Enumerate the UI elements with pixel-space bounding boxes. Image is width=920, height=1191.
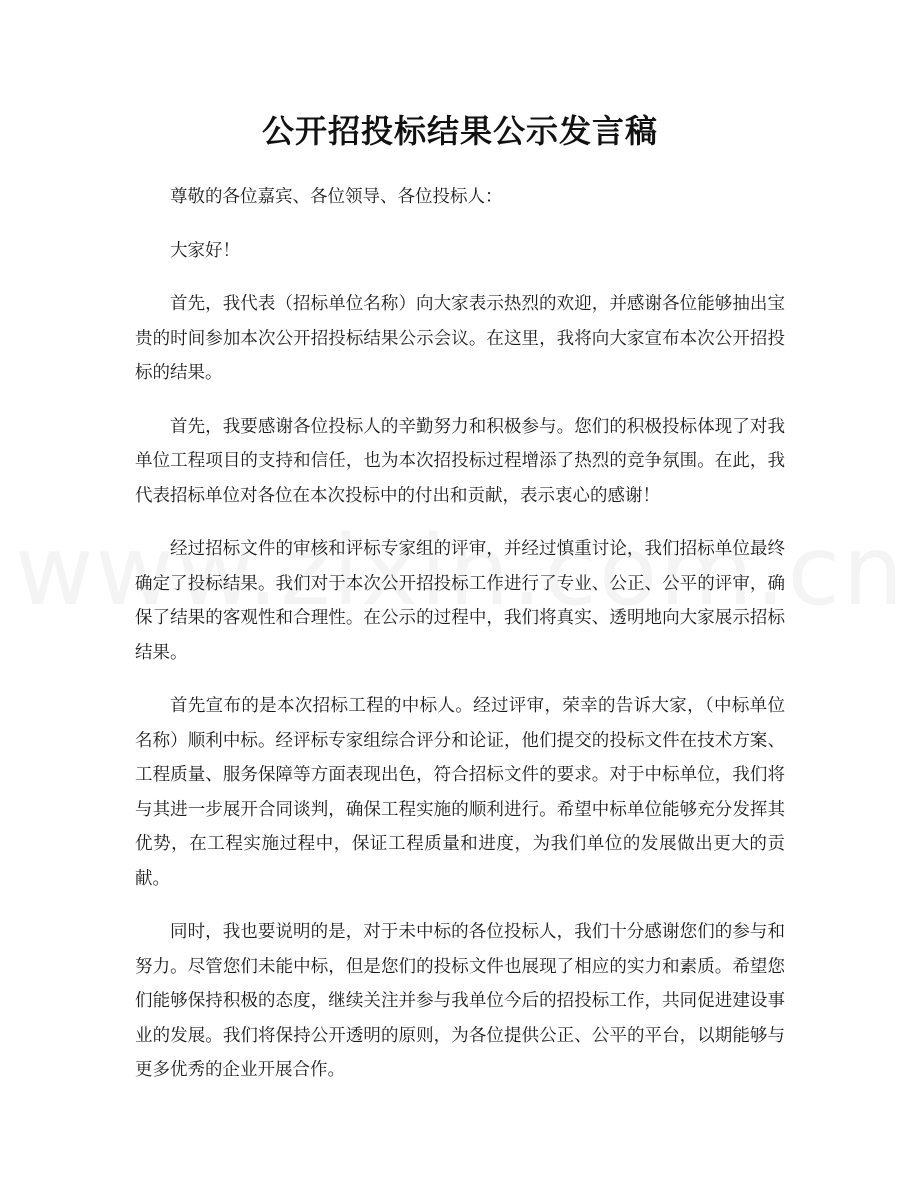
paragraph: 首先宣布的是本次招标工程的中标人。经过评审，荣幸的告诉大家，（中标单位名称）顺利中标。经评标专家组综合评分和论证，他们提交的投标文件在技术方案、工程质量、服务保障等方面表现出色，符合招标文件的要求。对于中标单位，我们将与其进一步展开合同谈判，确保工程实施的顺利进行。希望中标单位能够充分发挥其优势，在工程实施过程中，保证工程质量和进度，为我们单位的发展做出更大的贡献。 bbox=[135, 696, 785, 889]
paragraph: 经过招标文件的审核和评标专家组的评审，并经过慎重讨论，我们招标单位最终确定了投标结果。我们对于本次公开招投标工作进行了专业、公正、公平的评审，确保了结果的客观性和合理性。在公示的过程中，我们将真实、透明地向大家展示招标结果。 bbox=[135, 539, 785, 663]
paragraph-salutation: 尊敬的各位嘉宾、各位领导、各位投标人： bbox=[170, 187, 503, 207]
paragraph: 同时，我也要说明的是，对于未中标的各位投标人，我们十分感谢您们的参与和努力。尽管您们未能中标，但是您们的投标文件也展现了相应的实力和素质。希望您们能够保持积极的态度，继续关注并参与我单位今后的招投标工作，共同促进建设事业的发展。我们将保持公开透明的原则，为各位提供公正、公平的平台，以期能够与更多优秀的企业开展合作。 bbox=[135, 922, 785, 1080]
document-title: 公开招投标结果公示发言稿 bbox=[261, 112, 658, 150]
paragraph: 首先，我代表（招标单位名称）向大家表示热烈的欢迎，并感谢各位能够抽出宝贵的时间参加本次公开招投标结果公示会议。在这里，我将向大家宣布本次公开招投标的结果。 bbox=[135, 294, 785, 383]
document-body bbox=[135, 180, 785, 1107]
paragraph: 首先，我要感谢各位投标人的辛勤努力和积极参与。您们的积极投标体现了对我单位工程项目的支持和信任，也为本次招投标过程增添了热烈的竞争氛围。在此，我代表招标单位对各位在本次投标中的付出和贡献，表示衷心的感谢！ bbox=[135, 416, 785, 506]
paragraph-greeting: 大家好！ bbox=[170, 240, 240, 261]
